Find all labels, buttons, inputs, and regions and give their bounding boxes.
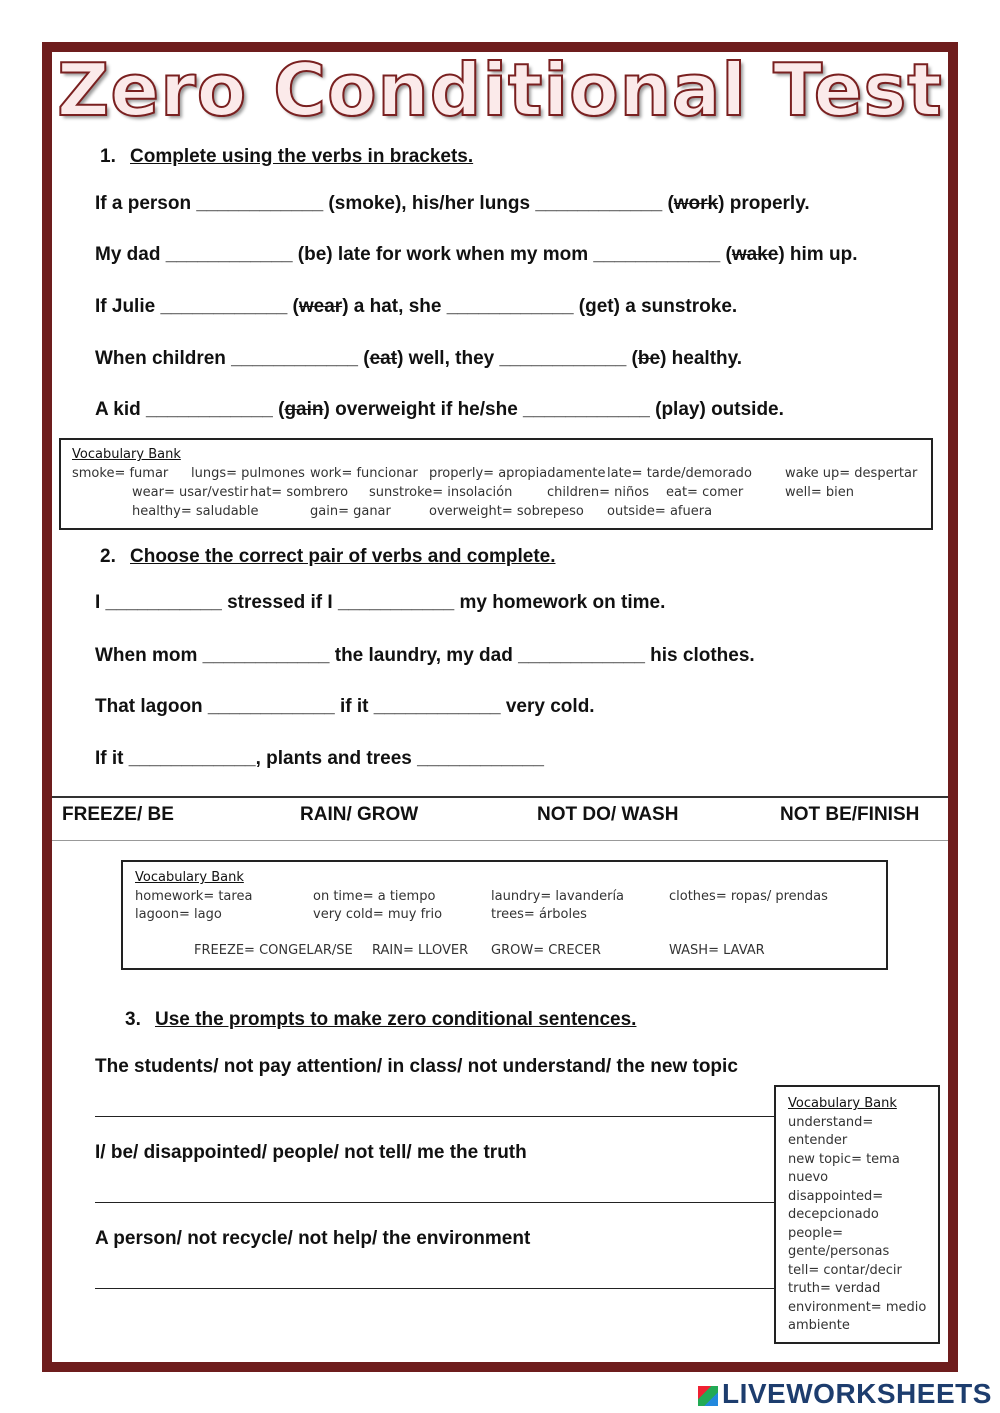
vocab-entry: overweight= sobrepeso — [429, 504, 584, 519]
s2-sentence-4[interactable]: If it ____________, plants and trees ____________ — [95, 748, 544, 769]
verb-option-4: NOT BE/FINISH — [780, 804, 920, 825]
vocab-entry: late= tarde/demorado — [607, 466, 752, 481]
vocab-entry: FREEZE= CONGELAR/SE — [194, 943, 353, 958]
vocab-entry: lungs= pulmones — [191, 466, 305, 481]
vocab-entry: children= niños — [547, 485, 650, 500]
s3-prompt-1: The students/ not pay attention/ in class/ not understand/ the new topic — [95, 1056, 738, 1077]
vocab-entry: nuevo — [788, 1170, 829, 1185]
vocab-entry: ambiente — [788, 1318, 850, 1333]
verb-option-2: RAIN/ GROW — [300, 804, 419, 825]
worksheet-title: Zero Conditional Test — [57, 48, 943, 132]
vocab-entry: gente/personas — [788, 1244, 890, 1259]
divider — [52, 840, 948, 841]
verb-option-3: NOT DO/ WASH — [537, 804, 679, 825]
vocab-entry: trees= árboles — [491, 907, 587, 922]
section2-title: Choose the correct pair of verbs and complete. — [130, 546, 556, 567]
answer-line-1[interactable] — [95, 1116, 775, 1117]
vocab-entry: on time= a tiempo — [313, 889, 436, 904]
vocab-entry: understand= entender — [788, 1114, 874, 1148]
s1-sentence-1[interactable]: If a person ____________ (smoke), his/her lungs ____________ (work) properly. — [95, 193, 810, 214]
vocab-entry: very cold= muy frio — [313, 907, 443, 922]
vocab-entry: GROW= CRECER — [491, 943, 601, 958]
vocab-entry: lagoon= lago — [135, 907, 222, 922]
s3-prompt-2: I/ be/ disappointed/ people/ not tell/ me the truth — [95, 1142, 527, 1163]
vocab-entry: people= — [788, 1225, 843, 1241]
vocab-entry: wear= usar/vestir — [132, 485, 249, 500]
vocab-bank-title: Vocabulary Bank — [135, 870, 244, 885]
s2-sentence-3[interactable]: That lagoon ____________ if it ____________ very cold. — [95, 696, 595, 717]
section1-heading — [100, 146, 473, 168]
vocab-entry: well= bien — [785, 485, 854, 500]
vocab-entry: environment= medio — [788, 1299, 927, 1315]
vocab-entry: wake up= despertar — [785, 466, 918, 481]
section3-heading — [125, 1009, 636, 1031]
vocab-entry: gain= ganar — [310, 504, 391, 519]
section1-title: Complete using the verbs in brackets. — [130, 146, 474, 167]
vocab-bank-title: Vocabulary Bank — [788, 1096, 897, 1111]
s1-sentence-4[interactable]: When children ____________ (eat) well, they ____________ (be) healthy. — [95, 348, 743, 369]
vocab-entry: healthy= saludable — [132, 504, 259, 519]
vocab-entry: smoke= fumar — [72, 466, 169, 481]
vocab-entry: clothes= ropas/ prendas — [669, 889, 828, 904]
logo-icon — [698, 1386, 718, 1406]
vocab-bank-2 — [121, 860, 888, 970]
vocab-entry: homework= tarea — [135, 889, 253, 904]
verb-option-1: FREEZE/ BE — [62, 804, 174, 825]
vocab-entry: truth= verdad — [788, 1281, 881, 1296]
answer-line-3[interactable] — [95, 1288, 775, 1289]
section2-number: 2. — [100, 546, 116, 567]
section2-heading — [100, 546, 556, 568]
s1-sentence-2[interactable]: My dad ____________ (be) late for work when my mom ____________ (wake) him up. — [95, 244, 858, 265]
vocab-entry: outside= afuera — [607, 504, 713, 519]
vocab-entry: RAIN= LLOVER — [372, 943, 469, 958]
vocab-bank-1 — [59, 438, 933, 530]
s3-prompt-3: A person/ not recycle/ not help/ the environment — [95, 1228, 531, 1249]
vocab-entry: disappointed= — [788, 1188, 884, 1204]
vocab-entry: decepcionado — [788, 1207, 879, 1222]
answer-line-2[interactable] — [95, 1202, 775, 1203]
s2-sentence-2[interactable]: When mom ____________ the laundry, my dad ____________ his clothes. — [95, 645, 755, 666]
vocab-entry: laundry= lavandería — [491, 889, 625, 904]
vocab-entry: tell= contar/decir — [788, 1262, 902, 1278]
divider — [52, 796, 948, 798]
vocab-bank-title: Vocabulary Bank — [72, 447, 181, 462]
vocab-entry: new topic= tema — [788, 1151, 900, 1167]
section3-title: Use the prompts to make zero conditional sentences. — [155, 1009, 637, 1030]
section1-number: 1. — [100, 146, 116, 167]
vocab-bank-3 — [774, 1085, 940, 1344]
s1-sentence-5[interactable]: A kid ____________ (gain) overweight if he/she ____________ (play) outside. — [95, 399, 784, 420]
section3-number: 3. — [125, 1009, 141, 1030]
vocab-entry: work= funcionar — [310, 466, 418, 481]
s1-sentence-3[interactable]: If Julie ____________ (wear) a hat, she ____________ (get) a sunstroke. — [95, 296, 738, 317]
vocab-entry: eat= comer — [666, 485, 744, 500]
vocab-entry: WASH= LAVAR — [669, 943, 765, 958]
vocab-entry: hat= sombrero — [250, 485, 349, 500]
liveworksheets-logo[interactable] — [698, 1378, 992, 1410]
vocab-entry: sunstroke= insolación — [369, 485, 513, 500]
s2-sentence-1[interactable]: I ___________ stressed if I ___________ my homework on time. — [95, 592, 666, 613]
logo-text: LIVEWORKSHEETS — [722, 1378, 992, 1409]
vocab-entry: properly= apropiadamente — [429, 466, 606, 481]
